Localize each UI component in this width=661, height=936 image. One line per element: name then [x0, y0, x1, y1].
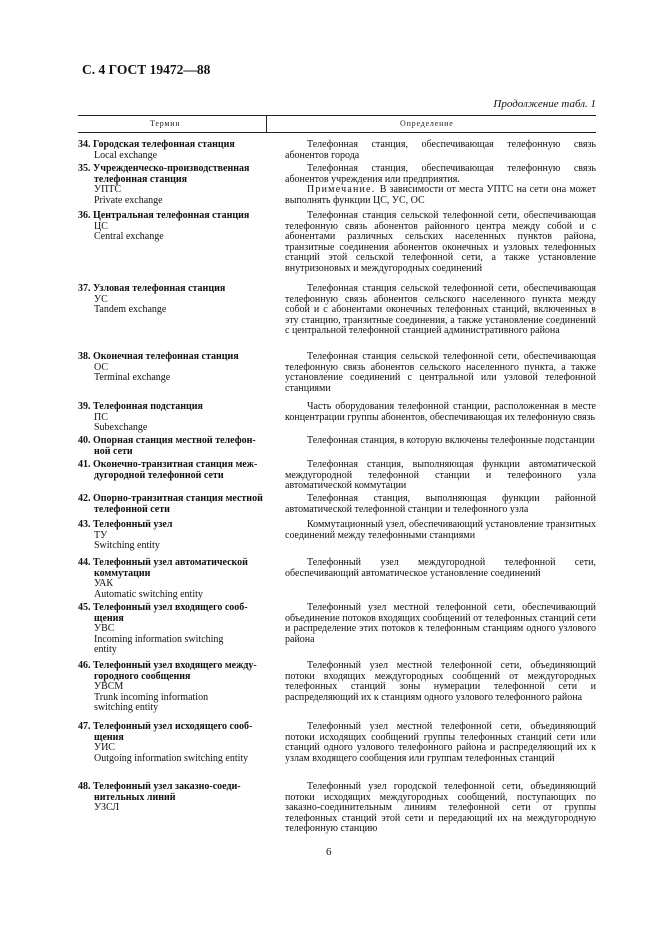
definition-text: Телефонный узел местной телефонной сети, объединяющий потоки входящих междугородных сообщений от междугородных телефонных станций зоны нумерации телефонной сети и распределяющий их к станциям одного узлового телефонного района	[285, 660, 596, 703]
column-header-term: Термин	[150, 119, 181, 128]
definition-cell	[285, 722, 596, 764]
term-number: 39.	[78, 401, 93, 412]
term-abbreviation-or-english: Central exchange	[94, 231, 164, 243]
definition-cell	[285, 164, 596, 206]
definition-cell	[285, 520, 596, 541]
definition-text: Телефонная станция, выполняющая функции автоматической междугородной телефонной станции и телефонного узла автоматической коммутации	[285, 459, 596, 492]
term-abbreviation-or-english: ЦС	[94, 220, 108, 232]
term-cell	[78, 436, 264, 457]
term-abbreviation-or-english: Tandem exchange	[94, 304, 167, 316]
term-abbreviation-or-english: ОС	[94, 361, 109, 373]
term-cell	[78, 722, 264, 764]
term-russian: Учрежденческо-производственная	[93, 163, 250, 174]
term-abbreviation-or-english: УС	[94, 293, 108, 305]
term-russian: Телефонный узел входящего между-	[93, 660, 257, 671]
table-continuation-note: Продолжение табл. 1	[493, 98, 596, 110]
term-russian: дугородной телефонной сети	[94, 469, 224, 481]
term-number: 34.	[78, 139, 93, 150]
term-cell	[78, 284, 264, 316]
term-russian: коммутации	[94, 567, 151, 579]
term-abbreviation-or-english: Terminal exchange	[94, 372, 171, 384]
term-cell	[78, 661, 264, 714]
term-number: 43.	[78, 519, 93, 530]
term-abbreviation-or-english: УВС	[94, 623, 115, 635]
term-abbreviation-or-english: Outgoing information switching entity	[94, 752, 249, 764]
term-russian: Телефонный узел заказно-соеди-	[93, 781, 241, 792]
term-russian: Опорно-транзитная станция местной	[93, 493, 263, 504]
term-cell	[78, 164, 264, 206]
definition-text: Телефонный узел местной телефонной сети, обеспечивающий объединение потоков входящих сообщений от телефонных станций сети и распределение этих потоков к телефонным станциям одного узлового района	[285, 602, 596, 645]
term-cell	[78, 352, 264, 384]
definition-text: Телефонный узел местной телефонной сети, объединяющий потоки исходящих сообщений группы телефонных станций сети или станций одного узлового телефонного района и распределяющий их к узлам входящего сообщения или группам телефонных станций	[285, 721, 596, 764]
note-text: В зависимости от места УПТС на сети она может выполнять функции ЦС, УС, ОС	[285, 184, 596, 206]
definition-text: Телефонная станция, выполняющая функции районной автоматической телефонной станции и телефонного узла	[285, 493, 596, 515]
term-russian: Телефонный узел исходящего сооб-	[93, 721, 253, 732]
term-number: 37.	[78, 283, 93, 294]
term-cell	[78, 494, 264, 515]
definition-cell	[285, 494, 596, 515]
term-number: 44.	[78, 557, 93, 568]
term-abbreviation-or-english: УИС	[94, 742, 115, 754]
term-russian: Телефонная подстанция	[93, 401, 203, 412]
term-abbreviation-or-english: switching entity	[94, 702, 159, 714]
term-cell	[78, 211, 264, 243]
term-abbreviation-or-english: ТУ	[94, 529, 108, 541]
term-russian: городного сообщения	[94, 670, 191, 682]
term-abbreviation-or-english: Switching entity	[94, 540, 160, 552]
term-russian: Опорная станция местной телефон-	[93, 435, 256, 446]
column-header-definition: Определение	[400, 119, 454, 128]
note-label: Примечание.	[307, 184, 380, 196]
term-russian: Оконечная телефонная станция	[93, 351, 239, 362]
term-russian: Узловая телефонная станция	[93, 283, 226, 294]
term-abbreviation-or-english: УЗСЛ	[94, 802, 120, 814]
definition-text: Телефонная станция, обеспечивающая телефонную связь абонентов учреждения или предприятия.	[285, 163, 596, 185]
term-number: 40.	[78, 435, 93, 446]
definition-note	[285, 185, 596, 206]
term-cell	[78, 520, 264, 552]
term-russian: Телефонный узел автоматической	[93, 557, 248, 568]
term-russian: ной сети	[94, 445, 133, 457]
definition-text: Коммутационный узел, обеспечивающий установление транзитных соединений между телефонными станциями	[285, 519, 596, 541]
term-abbreviation-or-english: Automatic switching entity	[94, 588, 203, 600]
term-number: 36.	[78, 210, 93, 221]
definition-text: Телефонная станция сельской телефонной сети, обеспечивающая телефонную связь абонентов районного центра между собой и с абонентами различных сельских населенных пунктов района, транзитные соединения абонентов оконечных и узловых телефонных станций этой сельской телефонной сети, а также установление внутризоновых и междугородных соединений	[285, 210, 596, 274]
term-russian: Телефонный узел входящего сооб-	[93, 602, 248, 613]
definition-cell	[285, 603, 596, 645]
definition-cell	[285, 352, 596, 394]
definition-cell	[285, 460, 596, 492]
term-abbreviation-or-english: Incoming information switching	[94, 633, 224, 645]
term-abbreviation-or-english: ПС	[94, 411, 108, 423]
definition-text: Телефонная станция сельской телефонной сети, обеспечивающая телефонную связь абонентов сельского населенного пункта, а также установление соединений с центральной или узловой телефонной станциями	[285, 351, 596, 394]
definition-text: Телефонная станция, обеспечивающая телефонную связь абонентов города	[285, 139, 596, 161]
page-number: 6	[326, 846, 332, 858]
definition-cell	[285, 558, 596, 579]
term-abbreviation-or-english: УАК	[94, 578, 114, 590]
term-cell	[78, 460, 264, 481]
definition-cell	[285, 436, 596, 447]
definition-text: Телефонный узел городской телефонной сети, объединяющий потоки исходящих междугородных сообщений, поступающих по заказно-соединительным линиям телефонной сети от группы телефонных станций этой сети и передающий их на междугородную телефонную станцию	[285, 781, 596, 835]
term-russian: телефонная станция	[94, 173, 188, 185]
term-cell	[78, 782, 264, 814]
term-russian: щения	[94, 731, 124, 743]
term-abbreviation-or-english: Subexchange	[94, 422, 148, 434]
term-abbreviation-or-english: УВСМ	[94, 681, 124, 693]
definition-cell	[285, 140, 596, 161]
definition-cell	[285, 782, 596, 835]
term-russian: нительных линий	[94, 791, 176, 803]
definition-text: Телефонный узел междугородной телефонной сети, обеспечивающий автоматическое установление соединений	[285, 557, 596, 579]
term-cell	[78, 558, 264, 600]
definition-cell	[285, 402, 596, 423]
term-russian: Телефонный узел	[93, 519, 173, 530]
term-number: 45.	[78, 602, 93, 613]
term-abbreviation-or-english: Local exchange	[94, 149, 158, 161]
term-abbreviation-or-english: Trunk incoming information	[94, 691, 209, 703]
term-number: 38.	[78, 351, 93, 362]
definition-text: Телефонная станция сельской телефонной сети, обеспечивающая телефонную связь абонентов сельского населенного пункта между собой и с абонентами оконечных телефонных станций, включенных в эту станцию, транзитные соединения, а также установление соединений с центральной телефонной станцией административного района	[285, 283, 596, 337]
term-cell	[78, 402, 264, 434]
header-divider	[266, 115, 267, 132]
term-russian: Городская телефонная станция	[93, 139, 235, 150]
term-number: 41.	[78, 459, 93, 470]
definition-cell	[285, 284, 596, 337]
definition-text: Часть оборудования телефонной станции, расположенная в месте концентрации группы абонентов, обеспечивающая их телефонную связь	[285, 401, 596, 423]
term-number: 35.	[78, 163, 93, 174]
term-russian: щения	[94, 612, 124, 624]
definition-cell	[285, 211, 596, 275]
table-header-rule	[78, 132, 596, 133]
term-cell	[78, 140, 264, 161]
term-cell	[78, 603, 264, 656]
page-header: С. 4 ГОСТ 19472—88	[82, 62, 211, 77]
term-number: 42.	[78, 493, 93, 504]
table-top-rule	[78, 115, 596, 116]
term-abbreviation-or-english: УПТС	[94, 184, 122, 196]
term-number: 48.	[78, 781, 93, 792]
term-number: 47.	[78, 721, 93, 732]
term-russian: телефонной сети	[94, 503, 170, 515]
term-abbreviation-or-english: Private exchange	[94, 194, 163, 206]
definition-text: Телефонная станция, в которую включены телефонные подстанции	[307, 435, 595, 446]
term-number: 46.	[78, 660, 93, 671]
term-russian: Центральная телефонная станция	[93, 210, 250, 221]
term-abbreviation-or-english: entity	[94, 644, 117, 656]
term-russian: Оконечно-транзитная станция меж-	[93, 459, 258, 470]
definition-cell	[285, 661, 596, 703]
